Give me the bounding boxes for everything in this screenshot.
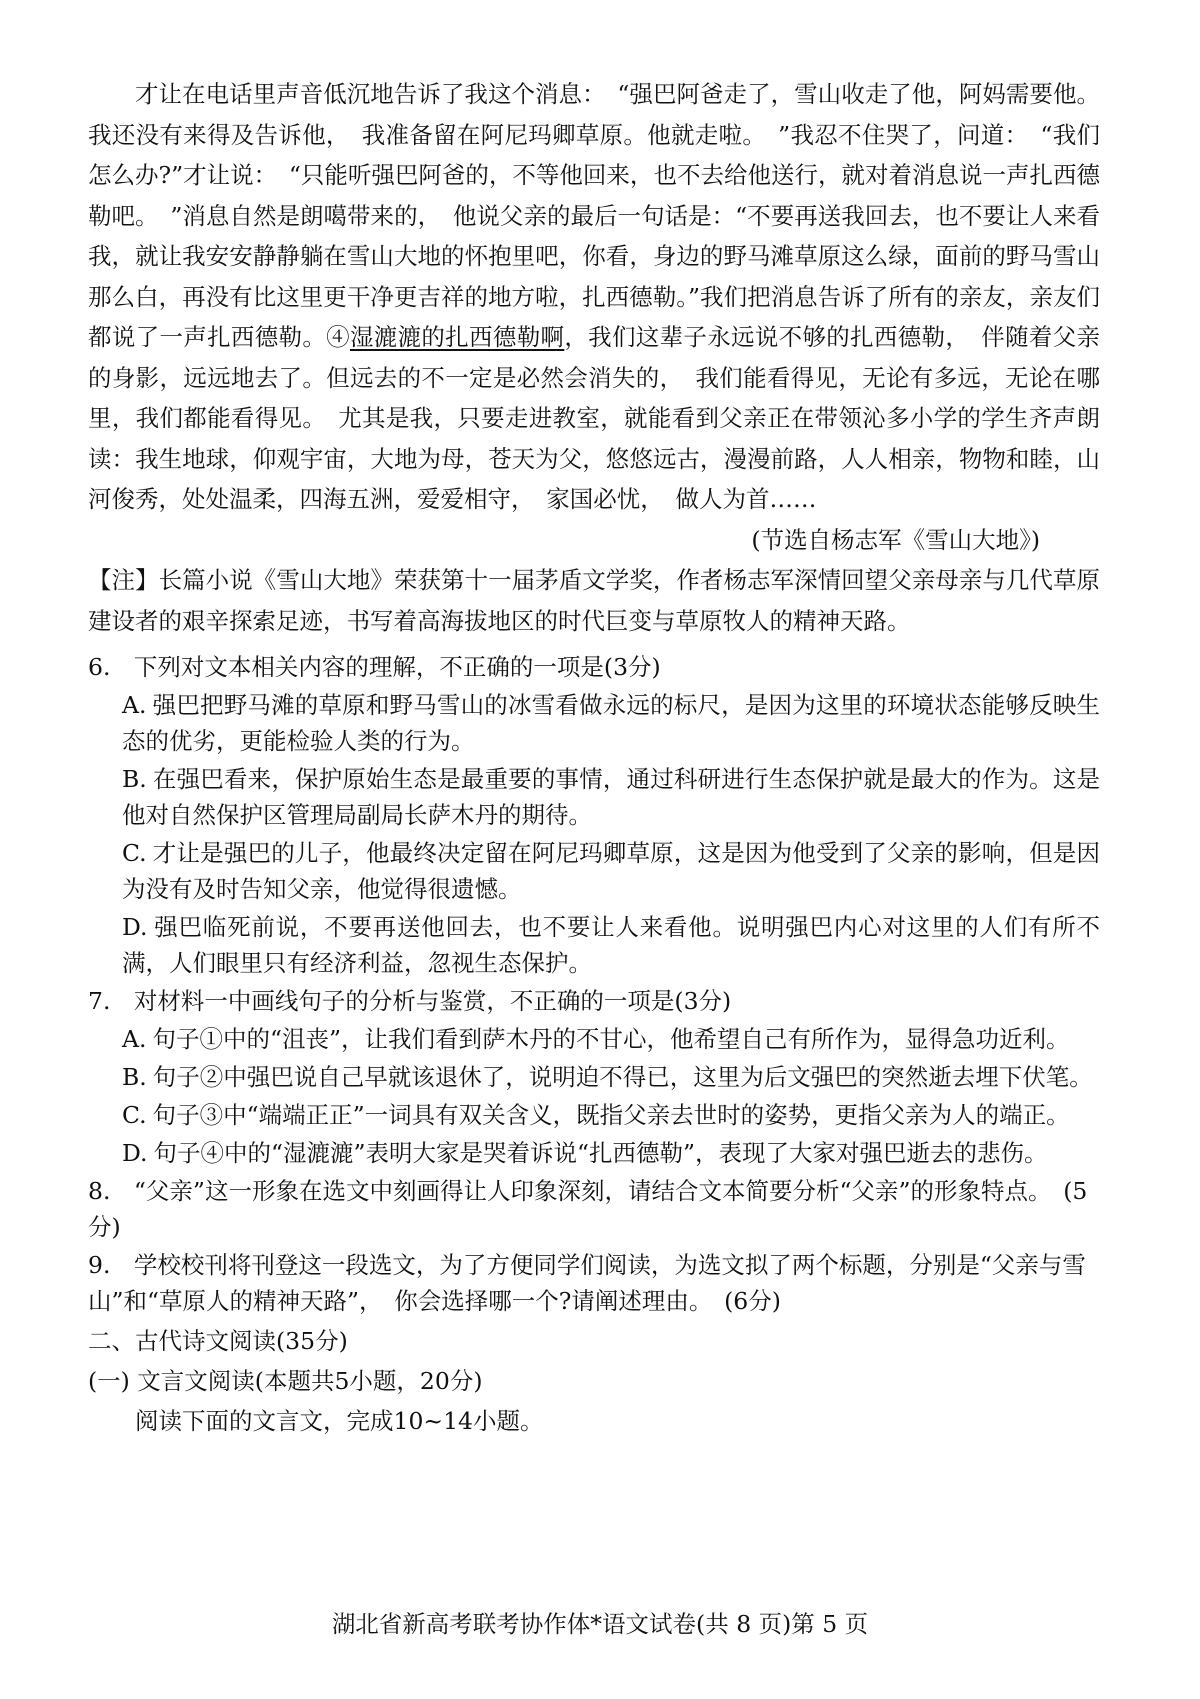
underlined-sentence-4: 湿漉漉的扎西德勒啊: [349, 323, 565, 351]
option-a: A. 强巴把野马滩的草原和野马雪山的冰雪看做永远的标尺，是因为这里的环境状态能够反映生态的优劣，更能检验人类的行为。: [122, 691, 1100, 755]
option-c: C. 才让是强巴的儿子，他最终决定留在阿尼玛卿草原，这是因为他受到了父亲的影响，但是因为没有及时告知父亲，他觉得很遗憾。: [122, 839, 1100, 903]
question-stem: 7. 对材料一中画线句子的分析与鉴赏，不正确的一项是(3分): [88, 987, 732, 1015]
question-8: 8. “父亲”这一形象在选文中刻画得让人印象深刻，请结合文本简要分析“父亲”的形象特点。 (5分): [88, 1177, 1088, 1241]
question-6: [88, 649, 1100, 981]
subsection-heading: (一) 文言文阅读(本题共5小题，20分): [88, 1367, 483, 1395]
exam-page: [88, 74, 1100, 1441]
reading-instruction: 阅读下面的文言文，完成10~14小题。: [135, 1407, 544, 1435]
question-stem: 6. 下列对文本相关内容的理解，不正确的一项是(3分): [88, 653, 661, 681]
passage-note: 【注】长篇小说《雪山大地》荣获第十一届茅盾文学奖，作者杨志军深情回望父亲母亲与几代草原建设者的艰辛探索足迹，书写着高海拔地区的时代巨变与草原牧人的精神天路。: [88, 566, 1100, 635]
question-9: 9. 学校校刊将刊登这一段选文，为了方便同学们阅读，为选文拟了两个标题，分别是“父亲与雪山”和“草原人的精神天路”， 你会选择哪一个?请阐述理由。 (6分): [88, 1251, 1086, 1315]
passage-paragraph: [88, 74, 1100, 520]
option-c: C. 句子③中“端端正正”一词具有双关含义，既指父亲去世时的姿势，更指父亲为人的端正。: [122, 1101, 1070, 1129]
option-d: D. 句子④中的“湿漉漉”表明大家是哭着诉说“扎西德勒”，表现了大家对强巴逝去的悲伤。: [122, 1139, 1048, 1167]
passage-source: (节选自杨志军《雪山大地》): [751, 525, 1040, 554]
section-heading: 二、古代诗文阅读(35分): [88, 1327, 348, 1355]
page-footer: 湖北省新高考联考协作体*语文试卷(共 8 页)第 5 页: [331, 1610, 869, 1638]
passage-text-2: ，我们这辈子永远说不够的扎西德勒， 伴随着父亲的身影，远远地去了。但远去的不一定是必然会消失的， 我们能看得见，无论有多远，无论在哪里，我们都能看得见。 尤其是我，只要走进教室，就能看到父亲正在带领沁多小学的学生齐声朗读：我生地球，仰观宇宙，大地为母，苍天为父，悠悠远古，漫漫前路，人人相亲，物物和睦，山河俊秀，处处温柔，四海五洲，爱爱相守， 家国必忧， 做人为首……: [88, 323, 1101, 513]
option-b: B. 句子②中强巴说自己早就该退休了，说明迫不得已，这里为后文强巴的突然逝去埋下伏笔。: [122, 1063, 1093, 1091]
option-a: A. 句子①中的“沮丧”，让我们看到萨木丹的不甘心，他希望自己有所作为，显得急功近利。: [122, 1025, 1070, 1053]
option-b: B. 在强巴看来，保护原始生态是最重要的事情，通过科研进行生态保护就是最大的作为。这是他对自然保护区管理局副局长萨木丹的期待。: [122, 765, 1100, 829]
passage-text-1: 才让在电话里声音低沉地告诉了我这个消息： “强巴阿爸走了，雪山收走了他，阿妈需要他。我还没有来得及告诉他， 我准备留在阿尼玛卿草原。他就走啦。 ”我忍不住哭了，问道： “我们怎么办?”才让说： “只能听强巴阿爸的，不等他回来，也不去给他送行，就对着消息说一声扎西德勒吧。 ”消息自然是朗噶带来的， 他说父亲的最后一句话是：“不要再送我回去，也不要让人来看我，就让我安安静静躺在雪山大地的怀抱里吧，你看，身边的野马滩草原这么绿，面前的野马雪山那么白，再没有比这里更干净更吉祥的地方啦，扎西德勒。”我们把消息告诉了所有的亲友，亲友们都说了一声扎西德勒。④: [88, 80, 1100, 351]
question-7: [88, 983, 1100, 1171]
option-d: D. 强巴临死前说，不要再送他回去，也不要让人来看他。说明强巴内心对这里的人们有所不满，人们眼里只有经济利益，忽视生态保护。: [122, 913, 1100, 977]
